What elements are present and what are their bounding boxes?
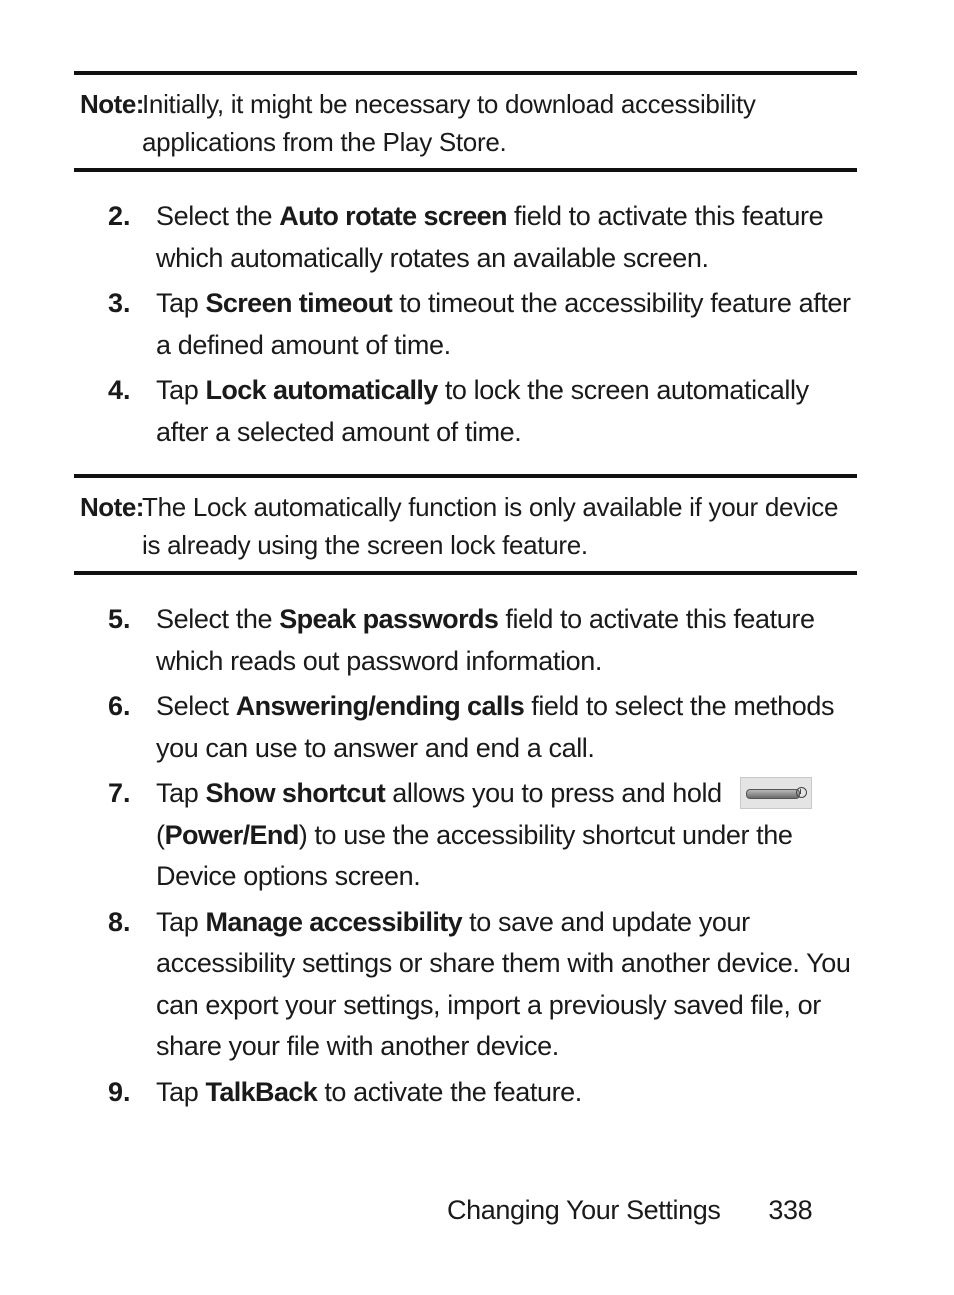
field-name-speak-passwords: Speak passwords — [279, 604, 499, 634]
step-number: 8. — [108, 906, 131, 937]
step-5 — [108, 599, 858, 682]
step-4 — [108, 370, 858, 453]
step-number: 9. — [108, 1076, 131, 1107]
field-name-answering-ending-calls: Answering/ending calls — [235, 691, 525, 721]
step-text: Tap Show shortcut allows you to press and hold (Power/End) to use the accessibility shortcut under the Device options screen. — [156, 773, 858, 898]
step-number: 6. — [108, 691, 131, 721]
step-number: 4. — [108, 375, 131, 405]
field-name-screen-timeout: Screen timeout — [205, 288, 393, 318]
key-name-power-end: Power/End — [164, 819, 299, 850]
field-name-auto-rotate-screen: Auto rotate screen — [279, 201, 507, 231]
page-footer — [447, 1195, 812, 1226]
steps-list-1 — [108, 196, 858, 457]
step-text: Tap Screen timeout to timeout the accessibility feature after a defined amount of time. — [156, 288, 851, 360]
field-name-lock-automatically: Lock automatically — [205, 375, 438, 405]
step-number: 2. — [108, 201, 131, 231]
note-text: The Lock automatically function is only available if your device is already using the screen lock feature. — [142, 492, 839, 560]
note-box-download — [74, 71, 857, 172]
field-name-manage-accessibility: Manage accessibility — [205, 906, 463, 937]
step-3 — [108, 283, 858, 366]
note-box-lock — [74, 474, 857, 575]
step-number: 7. — [108, 778, 131, 808]
step-2 — [108, 196, 858, 279]
step-9 — [108, 1072, 858, 1114]
note-label: Note: — [80, 492, 144, 522]
step-8 — [108, 902, 858, 1068]
steps-list-2 — [108, 599, 858, 1117]
field-name-show-shortcut: Show shortcut — [205, 778, 386, 808]
step-6 — [108, 686, 858, 769]
step-text: Select the Auto rotate screen field to activate this feature which automatically rotates an available screen. — [156, 201, 824, 273]
step-7 — [108, 773, 858, 898]
step-text: Tap Lock automatically to lock the screen automatically after a selected amount of time. — [156, 375, 809, 447]
step-number: 5. — [108, 604, 131, 634]
step-text: Select the Speak passwords field to activate this feature which reads out password information. — [156, 604, 815, 676]
page-number: 338 — [768, 1195, 813, 1225]
footer-section-title: Changing Your Settings — [447, 1195, 721, 1225]
field-name-talkback: TalkBack — [205, 1076, 318, 1107]
step-text: Select Answering/ending calls field to select the methods you can use to answer and end a call. — [156, 691, 835, 763]
step-number: 3. — [108, 288, 131, 318]
power-end-key-icon — [740, 777, 812, 809]
note-text: Initially, it might be necessary to download accessibility applications from the Play Store. — [142, 89, 756, 157]
step-text: Tap Manage accessibility to save and update your accessibility settings or share them with another device. You can export your settings, import a previously saved file, or share your file with another device. — [156, 906, 851, 1061]
step-text: Tap TalkBack to activate the feature. — [156, 1076, 582, 1107]
note-label: Note: — [80, 89, 144, 119]
